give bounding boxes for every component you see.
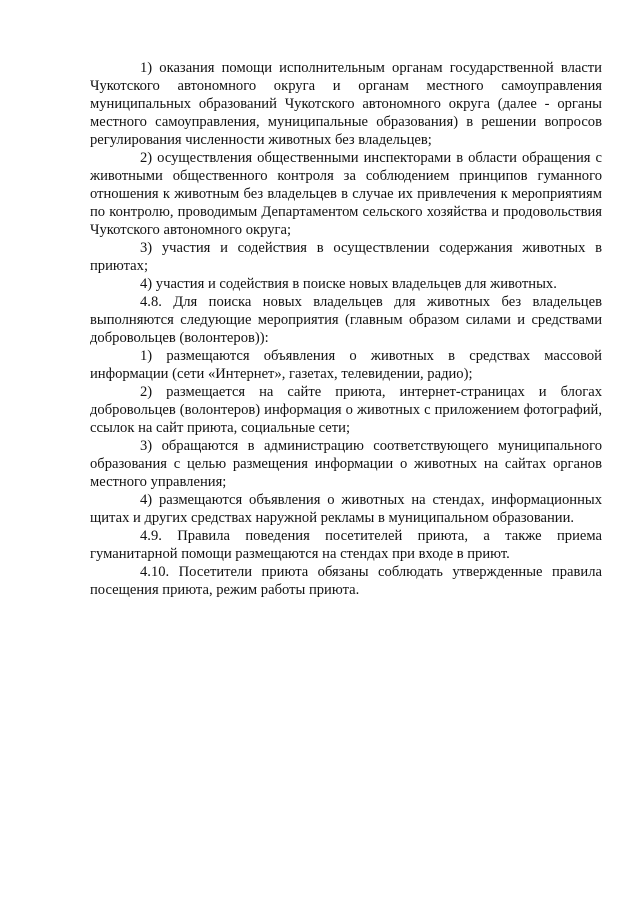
paragraph-measure-4: 4) размещаются объявления о животных на стендах, информационных щитах и других средствах наружной рекламы в муниципальном образовании. bbox=[90, 492, 602, 526]
paragraph-4-10: 4.10. Посетители приюта обязаны соблюдать утвержденные правила посещения приюта, режим работы приюта. bbox=[90, 564, 602, 598]
paragraph-measure-1: 1) размещаются объявления о животных в средствах массовой информации (сети «Интернет», газетах, телевидении, радио); bbox=[90, 348, 602, 382]
paragraph-measure-2: 2) размещается на сайте приюта, интернет-страницах и блогах добровольцев (волонтеров) информация о животных с приложением фотографий, ссылок на сайт приюта, социальные сети; bbox=[90, 384, 602, 436]
paragraph-4-8: 4.8. Для поиска новых владельцев для животных без владельцев выполняются следующие мероприятия (главным образом силами и средствами добровольцев (волонтеров)): bbox=[90, 294, 602, 346]
paragraph-measure-3: 3) обращаются в администрацию соответствующего муниципального образования с целью размещения информации о животных на сайтах органов местного управления; bbox=[90, 438, 602, 490]
paragraph-item-3: 3) участия и содействия в осуществлении содержания животных в приютах; bbox=[90, 240, 602, 274]
paragraph-item-2: 2) осуществления общественными инспекторами в области обращения с животными общественного контроля за соблюдением принципов гуманного отношения к животным без владельцев в случае их привлечения к мероприятиям по контролю, проводимым Департаментом сельского хозяйства и продовольствия Чукотского автономного округа; bbox=[90, 150, 602, 238]
paragraph-4-9: 4.9. Правила поведения посетителей приюта, а также приема гуманитарной помощи размещаются на стендах при входе в приют. bbox=[90, 528, 602, 562]
paragraph-item-4: 4) участия и содействия в поиске новых владельцев для животных. bbox=[140, 276, 557, 292]
document-body bbox=[90, 59, 602, 599]
paragraph-item-1: 1) оказания помощи исполнительным органам государственной власти Чукотского автономного округа и органам местного самоуправления муниципальных образований Чукотского автономного округа (далее - органы местного самоуправления, муниципальные образования) в решении вопросов регулирования численности животных без владельцев; bbox=[90, 60, 602, 148]
